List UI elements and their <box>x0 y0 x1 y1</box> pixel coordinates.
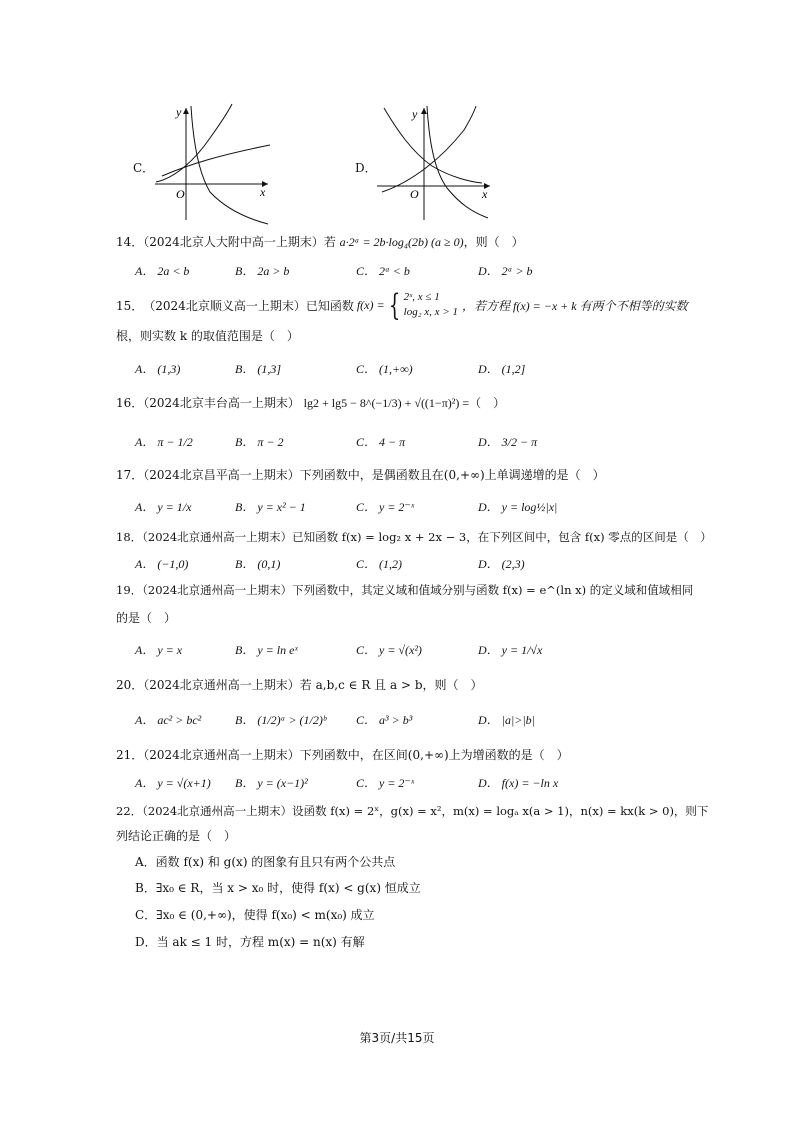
option-c-label: C． <box>133 161 155 175</box>
q21-option-a[interactable]: A． y = √(x+1) <box>135 776 211 790</box>
q14-option-d[interactable]: D． 2ᵃ > b <box>478 264 533 278</box>
q18-stem: 18．（2024北京通州高一上期末）已知函数 f(x) = log₂ x + 2x − 3，在下列区间中，包含 f(x) 零点的区间是（ ） <box>116 530 712 544</box>
q16-source: （2024北京丰台高一上期末） <box>143 396 300 410</box>
q15-option-d[interactable]: D． (1,2] <box>478 362 526 376</box>
q22-option-c[interactable]: C．∃x₀ ∈ (0,+∞)，使得 f(x₀) < m(x₀) 成立 <box>135 908 375 922</box>
q21-option-c[interactable]: C． y = 2⁻ˣ <box>356 776 415 790</box>
graph-d-origin-label: O <box>410 187 419 201</box>
q14-option-b[interactable]: B． 2a > b <box>235 264 290 278</box>
q19-option-b[interactable]: B． y = ln eˣ <box>235 643 298 657</box>
q14-option-a[interactable]: A． 2a < b <box>135 264 190 278</box>
q22-option-a[interactable]: A．函数 f(x) 和 g(x) 的图象有且只有两个公共点 <box>135 855 396 869</box>
page-footer: 第3页/共15页 <box>359 1031 435 1045</box>
q20-option-c[interactable]: C． a³ > b³ <box>356 713 413 727</box>
q19-stem-line2: 的是（ ） <box>116 611 177 625</box>
q16-option-b[interactable]: B． π − 2 <box>235 435 284 449</box>
q20-option-a[interactable]: A． ac² > bc² <box>135 713 202 727</box>
q16-option-a[interactable]: A． π − 1/2 <box>135 435 193 449</box>
q22-option-d[interactable]: D．当 ak ≤ 1 时，方程 m(x) = n(x) 有解 <box>135 935 365 949</box>
q16-math: lg2 + lg5 − 8^(−1/3) + √((1−π)²) = <box>303 396 470 410</box>
q17-option-a[interactable]: A． y = 1/x <box>135 500 192 514</box>
q15-stem-line2: 根，则实数 k 的取值范围是（ ） <box>116 329 299 343</box>
q16-tail: （ ） <box>469 396 506 410</box>
q16-option-d[interactable]: D． 3/2 − π <box>478 435 538 449</box>
q18-option-a[interactable]: A． (−1,0) <box>135 557 189 571</box>
q19-option-d[interactable]: D． y = 1/√x <box>478 643 543 657</box>
q14-option-c[interactable]: C． 2ᵃ < b <box>356 264 410 278</box>
q17-option-c[interactable]: C． y = 2⁻ˣ <box>356 500 415 514</box>
q16-stem <box>116 394 505 411</box>
q21-option-d[interactable]: D． f(x) = −ln x <box>478 776 559 790</box>
q15-num: 15． <box>116 298 144 313</box>
q15-option-b[interactable]: B． (1,3] <box>235 362 281 376</box>
q14-source: （2024北京人大附中高一上期末）若 <box>143 235 336 249</box>
q22-stem: 22．（2024北京通州高一上期末）设函数 f(x) = 2ˣ，g(x) = x²，m(x) = logₐ x(a > 1)，n(x) = kx(k > 0)，则下 <box>116 804 709 818</box>
q21-stem: 21．（2024北京通州高一上期末）下列函数中，在区间(0,+∞)上为增函数的是（ ） <box>116 748 569 762</box>
option-d-label: D． <box>355 161 377 175</box>
q16-option-c[interactable]: C． 4 − π <box>356 435 406 449</box>
q20-stem: 20．（2024北京通州高一上期末）若 a,b,c ∈ R 且 a > b，则（ ） <box>116 678 483 692</box>
q14-stem <box>116 233 524 250</box>
q14-tail: ，则（ ） <box>463 235 524 249</box>
graph-c-x-label: x <box>260 185 266 199</box>
q19-option-a[interactable]: A． y = x <box>135 643 183 657</box>
q18-option-d[interactable]: D． (2,3) <box>478 557 525 571</box>
graph-d-x-label: x <box>482 187 488 201</box>
q15-tail: ，若方程 f(x) = −x + k 有两个不相等的实数 <box>462 298 688 313</box>
q17-stem: 17．（2024北京昌平高一上期末）下列函数中，是偶函数且在(0,+∞)上单调递增的是（ ） <box>116 468 605 482</box>
graph-c-y-label: y <box>176 105 182 119</box>
q16-num: 16． <box>116 396 144 410</box>
q22-option-b[interactable]: B．∃x₀ ∈ R，当 x > x₀ 时，使得 f(x) < g(x) 恒成立 <box>135 881 421 895</box>
q15-piece1: 2ˣ, x ≤ 1 <box>403 291 440 303</box>
graph-c <box>150 100 280 225</box>
q15-piece2: log₂ x, x > 1 <box>403 306 458 318</box>
q21-option-b[interactable]: B． y = (x−1)² <box>235 776 308 790</box>
q17-option-d[interactable]: D． y = log½|x| <box>478 500 558 514</box>
q15-option-a[interactable]: A． (1,3) <box>135 362 181 376</box>
q15-stem: 15． （2024北京顺义高一上期末）已知函数 f(x) = { 2ˣ, x ≤ 1 log₂ x, x > 1 ，若方程 f(x) = −x + k 有两个不相等的实数 <box>116 287 688 323</box>
q15-option-c[interactable]: C． (1,+∞) <box>356 362 413 376</box>
q18-option-c[interactable]: C． (1,2) <box>356 557 402 571</box>
graph-c-origin-label: O <box>176 187 185 201</box>
graph-d <box>372 100 497 225</box>
q19-stem: 19．（2024北京通州高一上期末）下列函数中，其定义域和值域分别与函数 f(x) = e^(ln x) 的定义域和值域相同 <box>116 583 694 597</box>
q14-num: 14． <box>116 235 144 249</box>
graph-d-y-label: y <box>412 107 418 121</box>
q15-source: （2024北京顺义高一上期末）已知函数 <box>143 298 354 313</box>
q17-option-b[interactable]: B． y = x² − 1 <box>235 500 306 514</box>
q14-math: a·2ᵃ = 2b·log₄(2b) (a ≥ 0) <box>339 235 464 249</box>
q20-option-b[interactable]: B． (1/2)ᵃ > (1/2)ᵇ <box>235 713 327 727</box>
q18-option-b[interactable]: B． (0,1) <box>235 557 281 571</box>
q19-option-c[interactable]: C． y = √(x²) <box>356 643 422 657</box>
q22-stem-line2: 列结论正确的是（ ） <box>116 829 237 843</box>
q20-option-d[interactable]: D． |a|>|b| <box>478 713 535 727</box>
